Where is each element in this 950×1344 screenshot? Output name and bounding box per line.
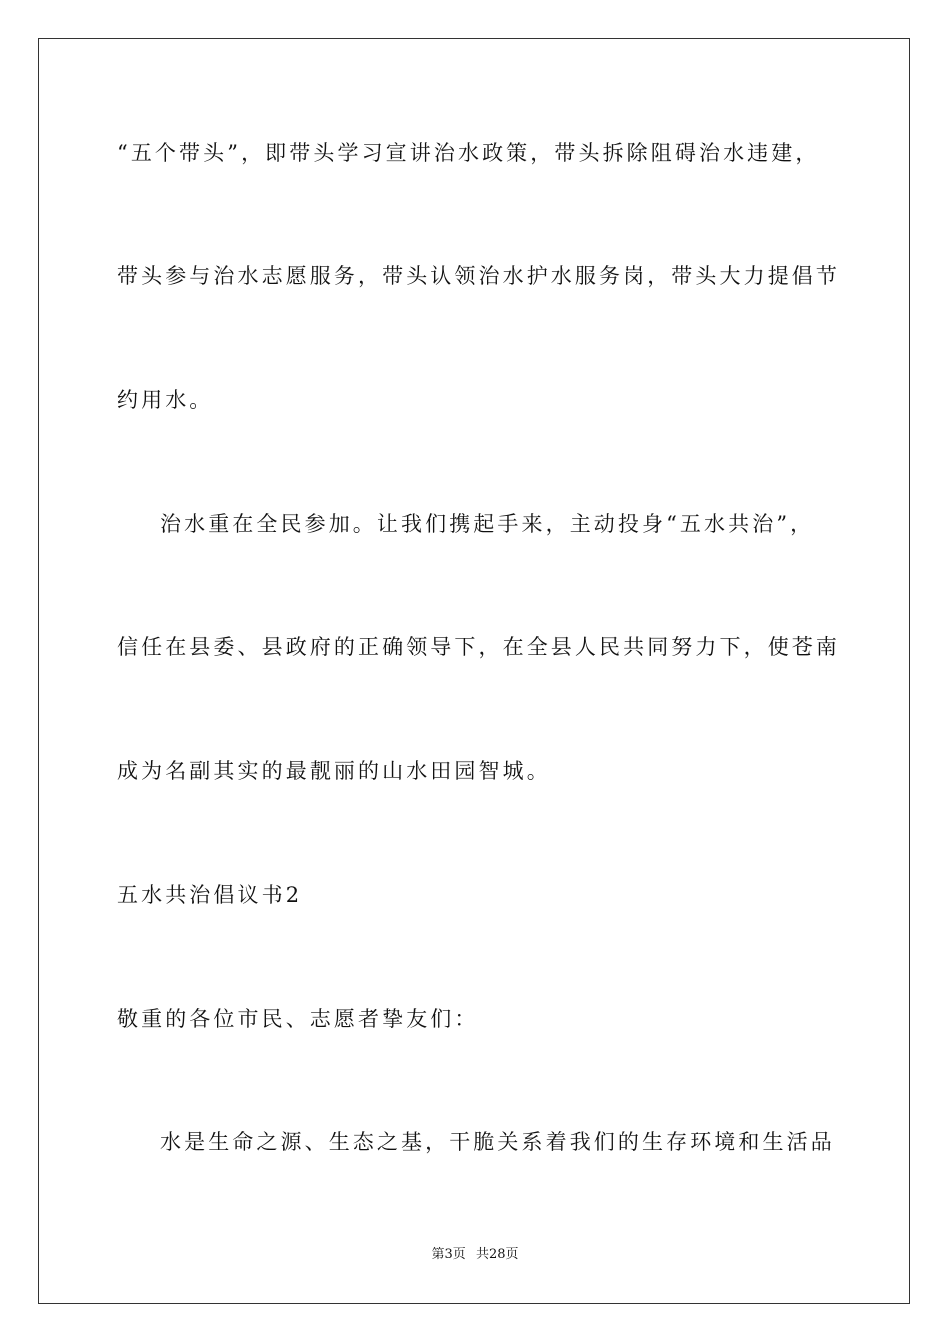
- page-number: 第3页: [431, 1247, 466, 1262]
- body-text-line-4: 治水重在全民参加。让我们携起手来，主动投身“五水共治”，: [160, 512, 815, 536]
- section-heading: 五水共治倡议书2: [117, 883, 303, 907]
- body-text-line-2: 带头参与治水志愿服务，带头认领治水护水服务岗，带头大力提倡节: [117, 264, 840, 288]
- body-text-line-6: 成为名副其实的最靓丽的山水田园智城。: [117, 759, 551, 783]
- page-total: 共28页: [475, 1247, 519, 1262]
- salutation-line: 敬重的各位市民、志愿者挚友们：: [117, 1007, 479, 1031]
- body-text-line-7: 水是生命之源、生态之基，干脆关系着我们的生存环境和生活品: [160, 1130, 835, 1154]
- page-footer: [0, 1248, 950, 1261]
- body-text-line-1: “五个带头”，即带头学习宣讲治水政策，带头拆除阻碍治水违建，: [117, 141, 820, 165]
- body-text-line-5: 信任在县委、县政府的正确领导下，在全县人民共同努力下，使苍南: [117, 635, 840, 659]
- page-border: [38, 38, 910, 1304]
- body-text-line-3: 约用水。: [117, 388, 214, 412]
